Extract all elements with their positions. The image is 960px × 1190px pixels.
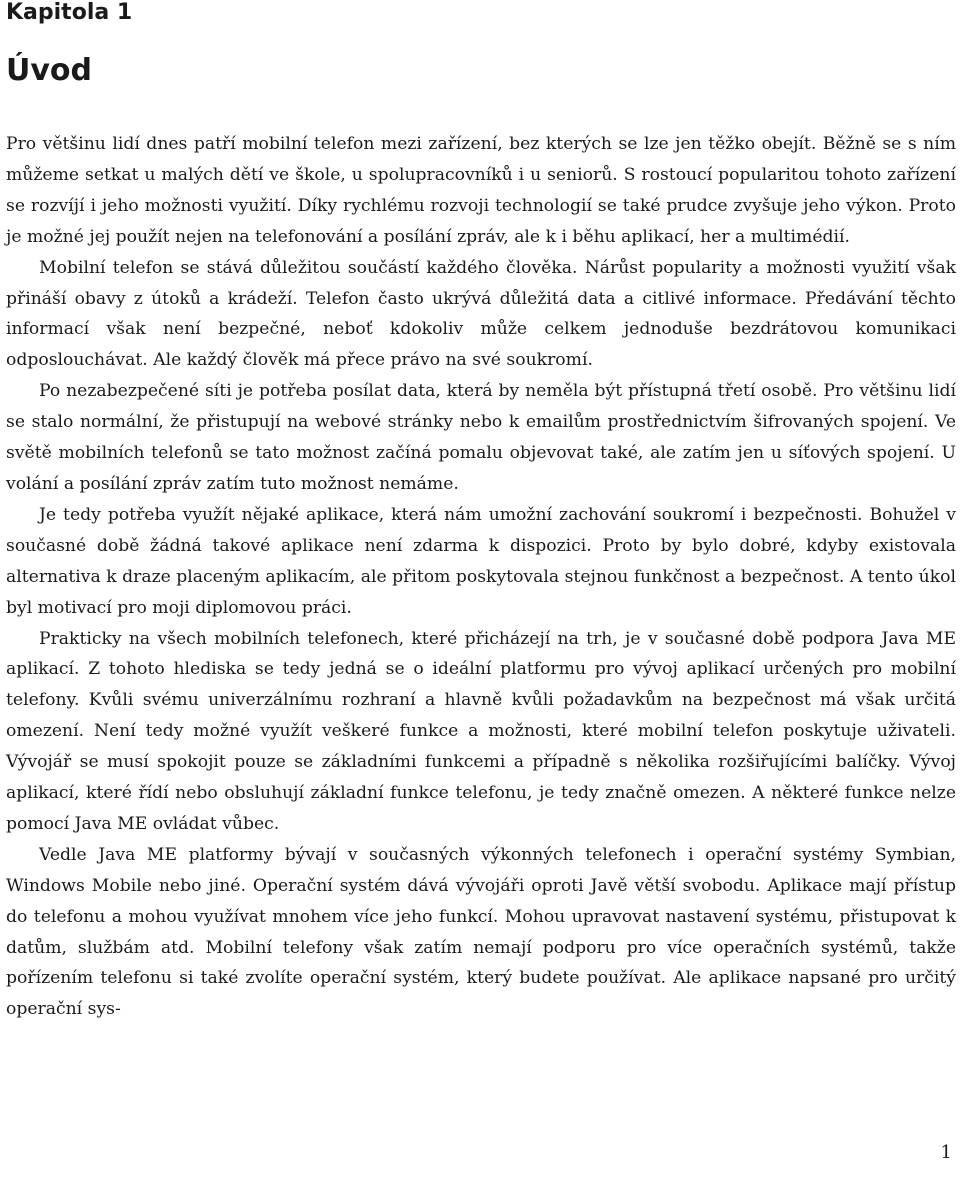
paragraph: Prakticky na všech mobilních telefonech, které přicházejí na trh, je v současné době podpora Java ME aplikací. Z tohoto hlediska se tedy jedná se o ideální platformu pro vývoj aplikací určených pro mobilní telefony. Kvůli svému univerzálnímu rozhraní a hlavně kvůli požadavkům na bezpečnost má však určitá omezení. Není tedy možné využít veškeré funkce a možnosti, které mobilní telefon poskytuje uživateli. Vývojář se musí spokojit pouze se základními funkcemi a případně s několika rozšiřujícími balíčky. Vývoj aplikací, které řídí nebo obsluhují základní funkce telefonu, je tedy značně omezen. A některé funkce nelze pomocí Java ME ovládat vůbec. <box>6 628 956 834</box>
chapter-title: Úvod <box>6 53 93 88</box>
paragraph: Je tedy potřeba využít nějaké aplikace, která nám umožní zachování soukromí i bezpečnosti. Bohužel v současné době žádná takové aplikace není zdarma k dispozici. Proto by bylo dobré, kdyby existovala alternativa k draze placeným aplikacím, ale přitom poskytovala stejnou funkčnost a bezpečnost. A tento úkol byl motivací pro moji diplomovou práci. <box>6 504 956 618</box>
paragraph: Mobilní telefon se stává důležitou součástí každého člověka. Nárůst popularity a možnosti využití však přináší obavy z útoků a krádeží. Telefon často ukrývá důležitá data a citlivé informace. Předávání těchto informací však není bezpečné, neboť kdokoliv může celkem jednoduše bezdrátovou komunikaci odposlouchávat. Ale každý člověk má přece právo na své soukromí. <box>6 257 956 371</box>
chapter-label: Kapitola 1 <box>6 0 133 25</box>
paragraph: Pro většinu lidí dnes patří mobilní telefon mezi zařízení, bez kterých se lze jen těžko obejít. Běžně se s ním můžeme setkat u malých dětí ve škole, u spolupracovníků i u seniorů. S rostoucí popularitou tohoto zařízení se rozvíjí i jeho možnosti využití. Díky rychlému rozvoji technologií se také prudce zvyšuje jeho výkon. Proto je možné jej použít nejen na telefonování a posílání zpráv, ale k i běhu aplikací, her a multimédií. <box>6 134 956 247</box>
body-text <box>6 129 956 1025</box>
page-number: 1 <box>940 1142 952 1163</box>
paragraph: Po nezabezpečené síti je potřeba posílat data, která by neměla být přístupná třetí osobě. Pro většinu lidí se stalo normální, že přistupují na webové stránky nebo k emailům prostřednictvím šifrovaných spojení. Ve světě mobilních telefonů se tato možnost začíná pomalu objevovat také, ale zatím jen u síťových spojení. U volání a posílání zpráv zatím tuto možnost nemáme. <box>6 381 956 494</box>
paragraph: Vedle Java ME platformy bývají v současných výkonných telefonech i operační systémy Symbian, Windows Mobile nebo jiné. Operační systém dává vývojáři oproti Javě větší svobodu. Aplikace mají přístup do telefonu a mohou využívat mnohem více jeho funkcí. Mohou upravovat nastavení systému, přistupovat k datům, službám atd. Mobilní telefony však zatím nemají podporu pro více operačních systémů, takže pořízením telefonu si také zvolíte operační systém, který budete používat. Ale aplikace napsané pro určitý operační sys- <box>6 844 956 1020</box>
